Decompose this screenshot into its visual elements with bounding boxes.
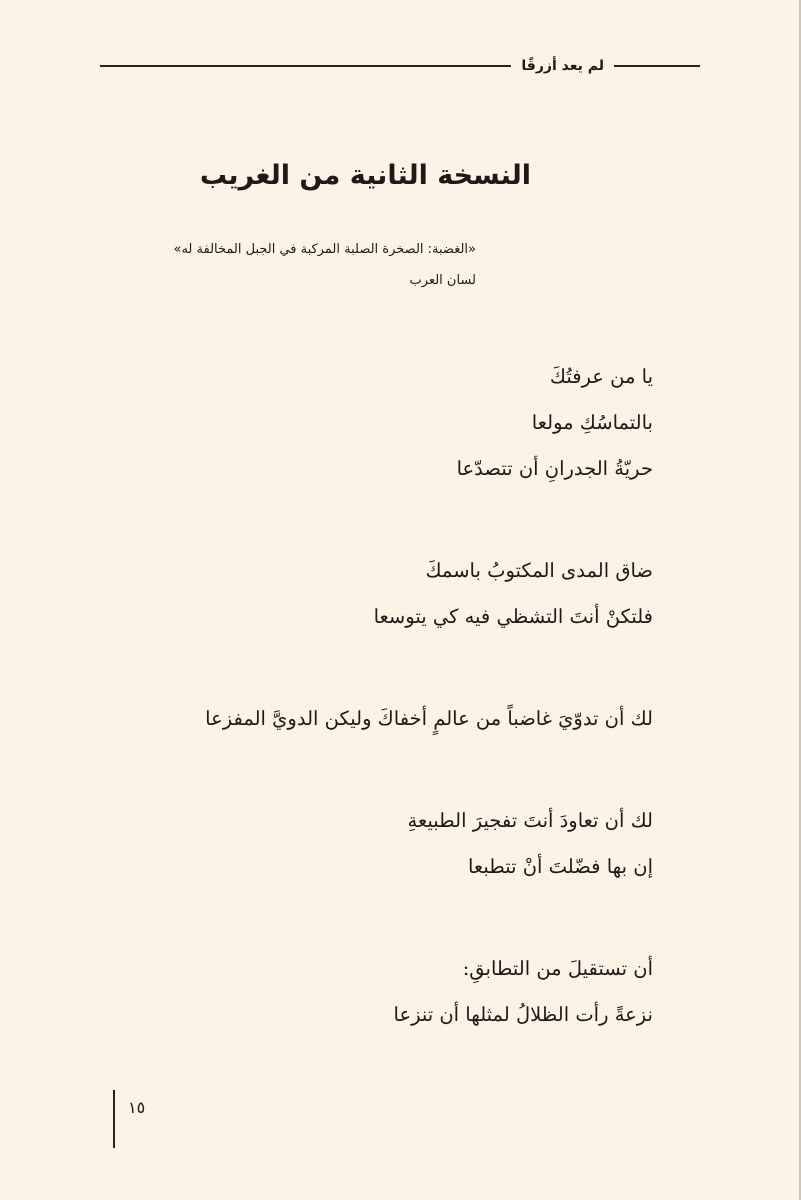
stanza-2: [133, 548, 653, 640]
stanza-5: [133, 946, 653, 1038]
poem-line: يا من عرفتُكَ: [549, 365, 653, 388]
header-rule-right: [614, 65, 700, 67]
stanza-break: [133, 890, 653, 946]
stanza-break: [133, 640, 653, 696]
poem-line: لك أن تدوّيَ غاضباً من عالمٍ أخفاكَ وليكن الدويَّ المفزعا: [205, 707, 653, 730]
poem-title: النسخة الثانية من الغريب: [199, 160, 531, 191]
poem-line: أن تستقيلَ من التطابقِ:: [462, 957, 653, 980]
running-header: [100, 52, 700, 80]
epigraph-quote: «الغضبة: الصخرة الصلبة المركبة في الجبل المخالفة له»: [173, 242, 476, 257]
poem-line: بالتماسُكِ مولعا: [531, 411, 653, 434]
poem-line: فلتكنْ أنتَ التشظي فيه كي يتوسعا: [373, 605, 653, 628]
stanza-3: [133, 696, 653, 742]
poem-body: [133, 354, 653, 1038]
poem-line: حريّةُ الجدرانِ أن تتصدّعا: [456, 457, 653, 480]
poem-line: لك أن تعاودَ أنتَ تفجيرَ الطبيعةِ: [407, 809, 653, 832]
stanza-break: [133, 492, 653, 548]
stanza-4: [133, 798, 653, 890]
running-title: لم يعد أزرقًا: [521, 58, 604, 74]
poem-line: نزعةً رأت الظلالُ لمثلها أن تنزعا: [393, 1003, 653, 1026]
header-rule-left: [100, 65, 511, 67]
epigraph: [116, 234, 476, 296]
poem-line: إن بها فضّلتَ أنْ تتطبعا: [467, 855, 653, 878]
stanza-1: [133, 354, 653, 492]
page-number: ١٥: [128, 1098, 146, 1117]
poem-line: ضاق المدى المكتوبُ باسمكَ: [425, 559, 653, 582]
footer-rule: [113, 1090, 115, 1148]
epigraph-source: لسان العرب: [409, 273, 476, 288]
stanza-break: [133, 742, 653, 798]
